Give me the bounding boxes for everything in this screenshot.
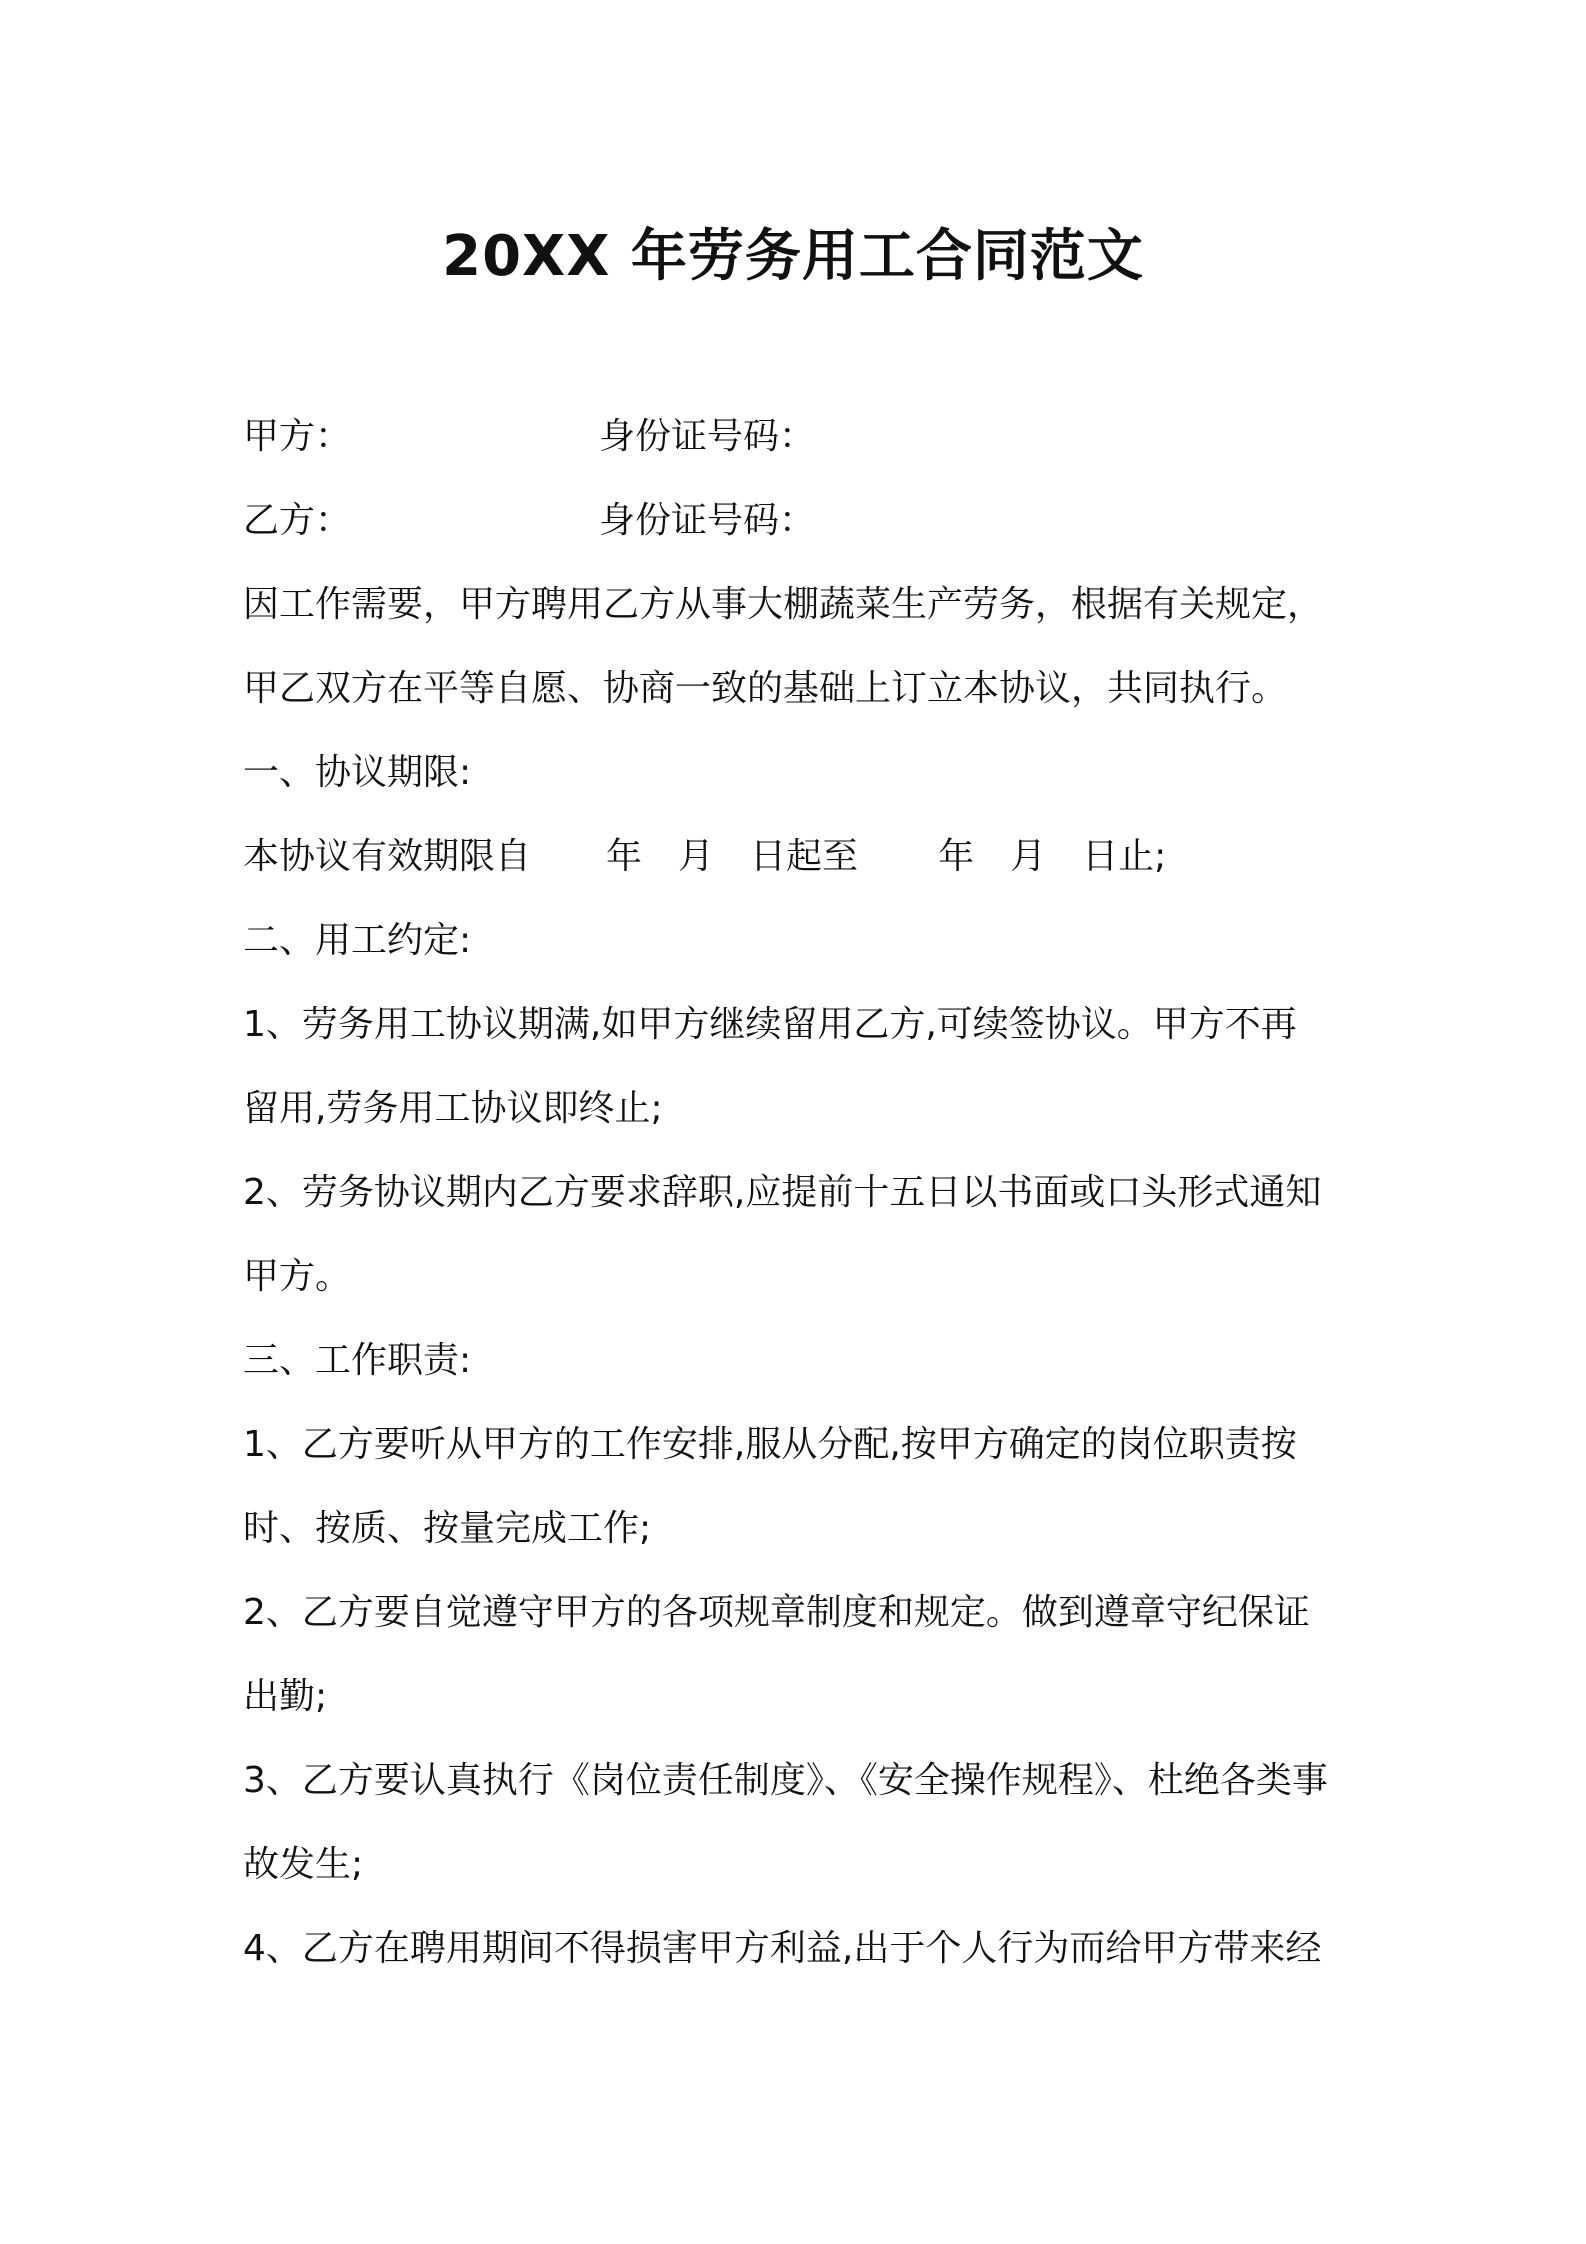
start-day-label: 日起至 [750, 836, 859, 877]
end-year-label: 年 [938, 836, 975, 877]
section-3-heading: 三、工作职责: [243, 1340, 472, 1381]
section-2-line: 2、劳务协议期内乙方要求辞职,应提前十五日以书面或口头形式通知 [243, 1172, 1322, 1213]
intro-line-1: 因工作需要，甲方聘用乙方从事大棚蔬菜生产劳务，根据有关规定， [243, 584, 1324, 625]
section-2-heading: 二、用工约定: [243, 920, 472, 961]
party-a-line [243, 395, 1363, 479]
section-2-line: 留用,劳务用工协议即终止; [243, 1088, 663, 1129]
document-title: 20XX 年劳务用工合同范文 [442, 224, 1144, 289]
party-a-label: 甲方： [243, 416, 352, 457]
section-1-heading: 一、协议期限: [243, 752, 472, 793]
agreement-period-line [243, 815, 1363, 899]
party-b-label: 乙方： [243, 500, 352, 541]
section-3-line: 出勤; [243, 1676, 328, 1717]
section-3-line: 故发生; [243, 1844, 364, 1885]
party-b-id-label: 身份证号码： [599, 500, 816, 541]
end-day-label: 日止; [1082, 836, 1167, 877]
end-month-label: 月 [1010, 836, 1047, 877]
period-prefix: 本协议有效期限自 [243, 836, 532, 877]
intro-line-2: 甲乙双方在平等自愿、协商一致的基础上订立本协议，共同执行。 [243, 668, 1288, 709]
section-3-line: 1、乙方要听从甲方的工作安排,服从分配,按甲方确定的岗位职责按 [243, 1424, 1297, 1465]
party-b-line [243, 479, 1363, 563]
section-3-line: 3、乙方要认真执行《岗位责任制度》、《安全操作规程》、杜绝各类事 [243, 1760, 1328, 1801]
section-2-line: 1、劳务用工协议期满,如甲方继续留用乙方,可续签协议。甲方不再 [243, 1004, 1297, 1045]
start-year-label: 年 [606, 836, 643, 877]
section-3-line: 2、乙方要自觉遵守甲方的各项规章制度和规定。做到遵章守纪保证 [243, 1592, 1310, 1633]
section-2-line: 甲方。 [243, 1256, 352, 1297]
document-body [243, 395, 1363, 1991]
start-month-label: 月 [678, 836, 715, 877]
section-3-line: 4、乙方在聘用期间不得损害甲方利益,出于个人行为而给甲方带来经 [243, 1928, 1322, 1969]
section-3-line: 时、按质、按量完成工作; [243, 1508, 652, 1549]
party-a-id-label: 身份证号码： [599, 416, 816, 457]
